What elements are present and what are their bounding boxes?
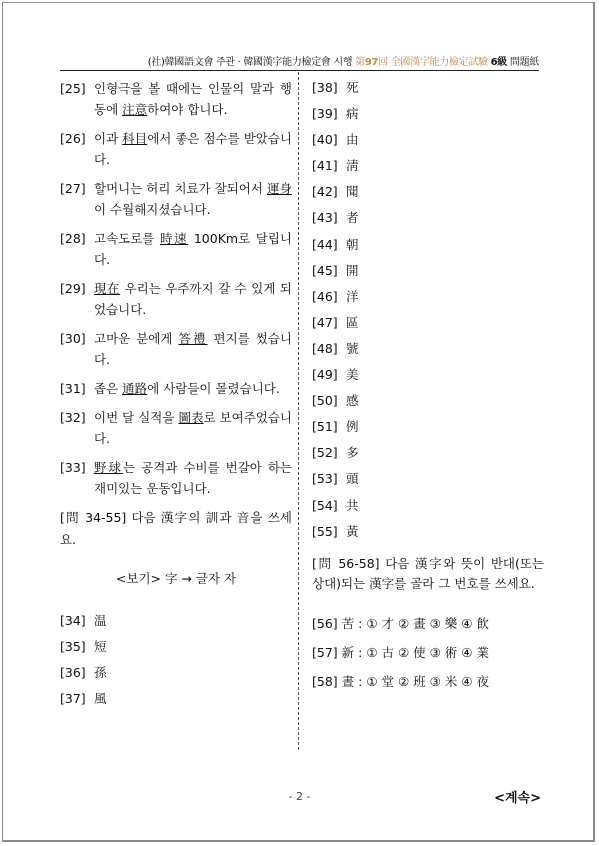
question-item <box>60 128 292 170</box>
question-number: [33] <box>60 460 86 475</box>
hanja-char: 洋 <box>346 288 359 304</box>
question-number: [58] <box>312 673 338 689</box>
choice-line: 苦 : ① 才 ② 畫 ③ 樂 ④ 飮 <box>341 615 489 631</box>
hanja-item <box>312 313 544 333</box>
antonym-question <box>312 672 544 692</box>
question-item <box>60 378 292 399</box>
antonym-question <box>312 614 544 634</box>
hanja-item <box>312 339 544 359</box>
header-round-post: 回 全國漢字能力檢定試驗 <box>378 57 488 68</box>
antonym-question <box>312 643 544 663</box>
question-text-post: 에 사람들이 몰렸습니다. <box>147 381 280 396</box>
question-text-pre: 고마운 분에게 <box>94 331 179 346</box>
item-number: [52] <box>312 445 338 461</box>
hanja-char: 死 <box>346 80 359 95</box>
right-column <box>312 78 544 701</box>
question-text-pre: 인형극을 볼 때에는 인물의 말과 행동에 <box>94 81 292 117</box>
hanja-char: 頭 <box>346 471 359 487</box>
question-item <box>60 457 292 499</box>
question-item <box>60 78 292 120</box>
question-number: [31] <box>60 381 86 396</box>
question-number: [27] <box>60 181 86 196</box>
item-number: [42] <box>312 184 338 200</box>
question-number: [26] <box>60 131 86 146</box>
underlined-hanja-word: 運身 <box>266 181 292 196</box>
question-list-25-33 <box>60 78 292 499</box>
underlined-hanja-word: 野球 <box>94 460 124 475</box>
underlined-hanja-word: 科目 <box>122 131 148 146</box>
page-number: - 2 - <box>288 790 311 803</box>
question-text-post: 우리는 우주까지 갈 수 있게 되었습니다. <box>94 281 292 317</box>
column-divider <box>298 72 299 750</box>
hanja-char: 美 <box>346 367 359 383</box>
item-number: [46] <box>312 288 338 304</box>
hanja-item <box>312 104 544 124</box>
header-round-pre: 第 <box>355 57 365 68</box>
item-number: [41] <box>312 158 338 174</box>
question-number: [30] <box>60 331 86 346</box>
hanja-item <box>312 182 544 202</box>
hanja-items-right <box>312 78 544 542</box>
hanja-item <box>312 417 544 437</box>
question-text <box>94 278 292 320</box>
item-number: [51] <box>312 419 338 435</box>
header-rule <box>60 70 539 71</box>
question-text-pre: 좁은 <box>94 381 123 396</box>
hanja-item <box>312 391 544 411</box>
hanja-char: 多 <box>346 445 359 461</box>
continue-label: <계속> <box>494 791 541 806</box>
question-text <box>94 378 292 399</box>
hanja-item <box>312 496 544 516</box>
hanja-item <box>312 443 544 463</box>
question-number: [29] <box>60 281 86 296</box>
item-number: [45] <box>312 262 338 278</box>
hanja-item <box>312 287 544 307</box>
question-text <box>94 457 292 499</box>
question-text <box>94 78 292 120</box>
hanja-char: 者 <box>346 210 359 226</box>
question-text-post: 100Km로 달립니다. <box>94 231 292 267</box>
question-text-pre: 이과 <box>94 131 123 146</box>
hanja-char: 號 <box>346 340 359 356</box>
question-text-post: 는 공격과 수비를 번갈아 하는 재미있는 운동입니다. <box>94 460 292 496</box>
hanja-char: 風 <box>94 691 107 706</box>
question-text-pre: 할머니는 허리 치료가 잘되어서 <box>94 181 267 196</box>
item-number: [53] <box>312 471 338 487</box>
question-text <box>94 178 292 220</box>
hanja-char: 開 <box>346 262 359 278</box>
antonym-options <box>312 614 544 692</box>
question-number: [25] <box>60 81 86 96</box>
item-number: [49] <box>312 367 338 383</box>
item-number: [35] <box>60 639 86 654</box>
item-number: [36] <box>60 665 86 680</box>
hanja-item <box>312 469 544 489</box>
hanja-char: 朝 <box>346 236 359 252</box>
underlined-hanja-word: 時速 <box>159 231 189 246</box>
question-text-pre: 이번 달 실적을 <box>94 410 179 425</box>
hanja-item <box>312 261 544 281</box>
example-box: <보기> 字 → 글자 자 <box>115 571 237 586</box>
hanja-char: 温 <box>94 613 107 628</box>
hanja-item <box>60 689 292 709</box>
choice-line: 新 : ① 古 ② 使 ③ 術 ④ 業 <box>341 644 489 660</box>
item-number: [34] <box>60 613 86 628</box>
hanja-char: 病 <box>346 106 359 122</box>
item-number: [47] <box>312 314 338 330</box>
question-number: [28] <box>60 231 86 246</box>
question-item <box>60 407 292 449</box>
section-34-55-instruction: [問 34-55] 다음 漢字의 訓과 音을 쓰세요. <box>60 510 292 547</box>
item-number: [44] <box>312 236 338 252</box>
item-number: [37] <box>60 691 86 706</box>
hanja-item <box>60 637 292 657</box>
hanja-char: 黃 <box>346 523 359 539</box>
item-number: [54] <box>312 497 338 513</box>
item-number: [55] <box>312 523 338 539</box>
question-number: [57] <box>312 644 338 660</box>
item-number: [38] <box>312 80 338 95</box>
header-round-number: 97 <box>364 57 379 68</box>
hanja-item <box>312 235 544 255</box>
question-item <box>60 328 292 370</box>
hanja-item <box>312 522 544 542</box>
hanja-item <box>312 78 544 98</box>
underlined-hanja-word: 答禮 <box>178 331 208 346</box>
question-text-post: 로 보여주었습니다. <box>94 410 293 446</box>
section-56-58-instruction: [問 56-58] 다음 漢字와 뜻이 반대(또는 상대)되는 漢字를 골라 그 번호를 쓰세요. <box>312 555 544 591</box>
hanja-char: 區 <box>346 314 359 330</box>
underlined-hanja-word: 圖表 <box>178 410 204 425</box>
hanja-items-left <box>60 611 292 709</box>
item-number: [39] <box>312 106 338 122</box>
hanja-item <box>60 663 292 683</box>
item-number: [40] <box>312 132 338 148</box>
hanja-item <box>312 365 544 385</box>
hanja-char: 例 <box>346 419 359 435</box>
underlined-hanja-word: 現在 <box>94 281 121 296</box>
question-text-post: 이 수월해지셨습니다. <box>94 202 211 217</box>
hanja-item <box>60 611 292 631</box>
header-org: (社)韓國語文會 주관 · 韓國漢字能力檢定會 시행 <box>147 57 353 68</box>
hanja-char: 感 <box>346 393 359 409</box>
question-text <box>94 328 292 370</box>
question-text-post: 에서 좋은 점수를 받았습니다. <box>94 131 293 167</box>
hanja-item <box>312 130 544 150</box>
question-item <box>60 178 292 220</box>
question-text-post: 하여야 합니다. <box>147 102 228 117</box>
question-text-post: 편지를 썼습니다. <box>94 331 292 367</box>
question-text <box>94 128 292 170</box>
hanja-item <box>312 156 544 176</box>
hanja-item <box>312 208 544 228</box>
header-level: 6級 <box>490 57 507 68</box>
question-item <box>60 278 292 320</box>
left-column <box>60 78 292 715</box>
underlined-hanja-word: 通路 <box>122 381 148 396</box>
question-text <box>94 407 292 449</box>
header-paper: 問題紙 <box>509 57 539 68</box>
item-number: [50] <box>312 393 338 409</box>
question-number: [32] <box>60 410 86 425</box>
hanja-char: 聞 <box>346 184 359 200</box>
item-number: [43] <box>312 210 338 226</box>
question-text-pre: 고속도로를 <box>94 231 160 246</box>
hanja-char: 共 <box>346 497 359 513</box>
item-number: [48] <box>312 340 338 356</box>
exam-header <box>60 53 539 68</box>
underlined-hanja-word: 注意 <box>122 102 148 117</box>
question-item <box>60 228 292 270</box>
hanja-char: 淸 <box>346 158 359 174</box>
choice-line: 晝 : ① 堂 ② 班 ③ 米 ④ 夜 <box>341 673 489 689</box>
question-text <box>94 228 292 270</box>
hanja-char: 短 <box>94 639 107 654</box>
hanja-char: 由 <box>346 132 359 148</box>
question-number: [56] <box>312 615 338 631</box>
hanja-char: 孫 <box>94 665 107 680</box>
